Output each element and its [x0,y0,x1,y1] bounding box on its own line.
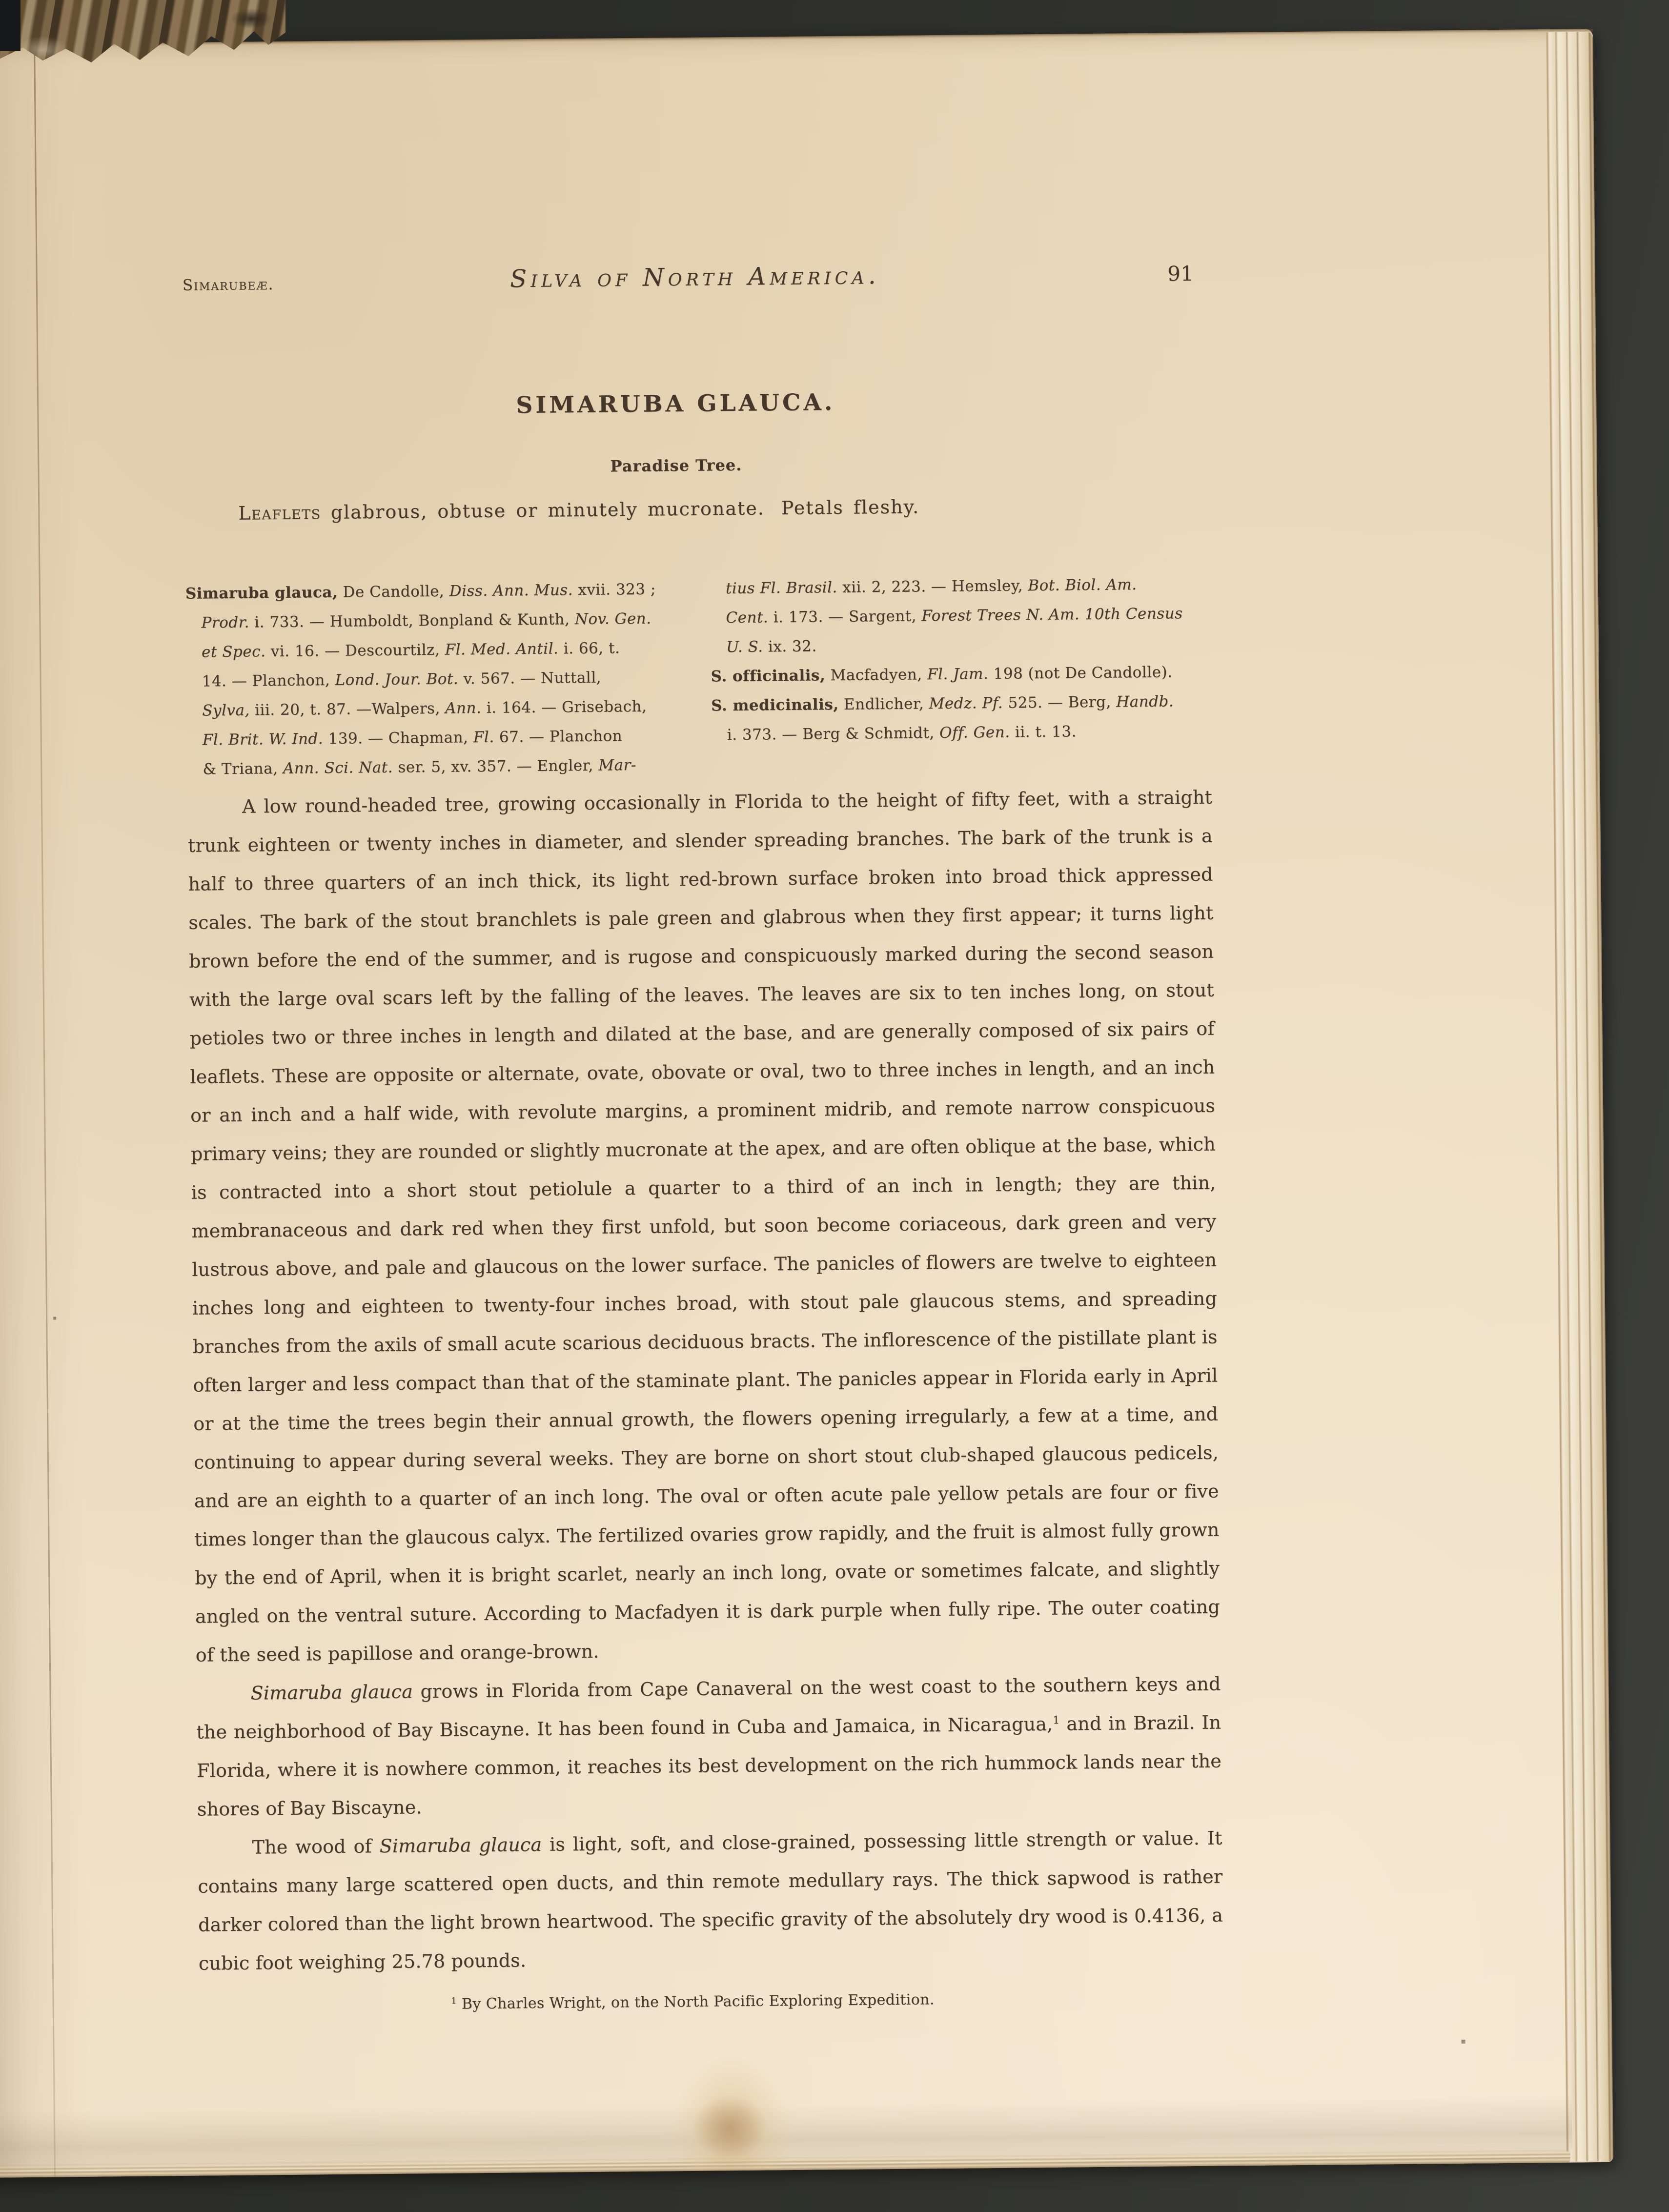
gutter-shading [0,43,93,2178]
text-segment: Diss. Ann. Mus. [449,581,573,600]
spine-shadow [0,0,20,51]
citation-line [711,686,1230,720]
text-segment: 1 [1053,1714,1060,1727]
synonymy-left-column [185,574,706,784]
text-segment: Cent. [726,609,769,627]
text-segment: et Spec. [201,643,266,661]
text-segment: i. 66, t. [558,639,620,658]
text-segment: Medz. Pf. [929,694,1003,713]
text-segment: Simaruba glauca, [185,583,338,603]
paper-stain [673,2057,791,2170]
text-segment: S. medicinalis, [711,695,839,715]
citation-line [186,691,705,726]
citation-line [187,721,706,755]
text-segment: i. 733. — Humboldt, Bonpland & Kunth, [249,610,575,631]
text-segment: Forest Trees N. Am. [921,606,1080,625]
text-segment: Mar- [598,756,636,774]
text-segment: Fl. Brit. W. Ind. [202,730,324,749]
text-segment: By Charles Wright, on the North Pacific Exploring Expedition. [456,1991,935,2013]
text-segment: Fl. Med. Antil. [445,640,559,659]
text-segment: Nov. Gen. [574,609,651,629]
synonymy-right-column [710,569,1230,750]
text-segment: i. 173. — Sargent, [768,607,922,627]
page-stack-fore-edge [1546,32,1613,2162]
text-segment: i. 164. — Grisebach, [481,697,647,717]
diagnosis-line [184,493,1209,525]
book-page [0,29,1613,2178]
citation-line [711,715,1230,750]
section-label: Simarubeæ. [182,276,274,294]
text-segment: Simaruba glauca [250,1681,413,1704]
text-segment: Off. Gen. [939,723,1010,742]
citation-line [711,628,1229,662]
text-segment: Simaruba glauca [379,1833,542,1857]
text-segment: Ann. Sci. Nat. [283,758,393,777]
running-title: Silva of North America. [509,261,880,293]
page-number: 91 [1167,261,1194,286]
citation-line [185,604,704,638]
text-segment: Endlicher, [838,695,929,713]
text-segment: Handb. [1116,692,1174,711]
text-segment: is light, soft, and close-grained, possessing little strength or value. It contains many large scattered open ducts, and thin remote medullary rays. The thick sapwood is rather darker colored than the light brown heartwood. The specific gravity of the absolutely dry wood is 0.4136, a cubic foot weighing 25.78 pounds. [198,1827,1223,1974]
text-segment: S. officinalis, [711,667,826,686]
text-segment: vi. 16. — Descourtilz, [265,641,445,661]
text-segment: 1 [451,1996,457,2006]
common-name: Paradise Tree. [610,455,742,476]
citation-line [710,598,1229,632]
text-segment: v. 567. — Nuttall, [458,669,602,688]
text-segment: xvii. 323 ; [572,580,656,599]
text-segment: The wood of [252,1835,380,1858]
text-segment: Macfadyen, [825,666,928,685]
species-title: SIMARUBA GLAUCA. [516,388,835,419]
citation-line [186,633,705,667]
text-segment: ser. 5, xv. 357. — Engler, [392,756,599,776]
text-segment: glabrous, obtuse or minutely mucronate. [321,497,765,524]
text-segment: A low round-headed tree, growing occasionally in Florida to the height of fifty feet, with a straight trunk eighteen or twenty inches in diameter, and slender spreading branches. The bark of the trunk is a half to three quarters of an inch thick, its light red-brown surface broken into broad thick appressed scales. The bark of the stout branchlets is pale green and glabrous when they first appear; it turns light brown before the end of the summer, and is rugose and conspicuously marked during the second season with the large oval scars left by the falling of the leaves. The leaves are six to ten inches long, on stout petioles two or three inches in length and dilated at the base, and are generally composed of six pairs of leaflets. These are opposite or alternate, ovate, obovate or oval, two to three inches in length, and an inch or an inch and a half wide, with revolute margins, a prominent midrib, and remote narrow conspicuous primary veins; they are rounded or slightly mucronate at the apex, and are often oblique at the base, which is contracted into a short stout petiolule a quarter to a third of an inch in length; they are thin, membranaceous and dark red when they first unfold, but soon become coriaceous, dark green and very lustrous above, and pale and glaucous on the lower surface. The panicles of flowers are twelve to eighteen inches long and eighteen to twenty-four inches broad, with stout pale glaucous stems, and spreading branches from the axils of small acute scarious deciduous bracts. The inflorescence of the pistillate plant is often larger and less compact than that of the staminate plant. The panicles appear in Florida early in April or at the time the trees begin their annual growth, the flowers opening irregularly, a few at a time, and continuing to appear during several weeks. They are borne on short stout club-shaped glaucous pedicels, and are an eighth to a quarter of an inch long. The oval or often acute pale yellow petals are four or five times longer than the glaucous calyx. The fertilized ovaries grow rapidly, and the fruit is almost fully grown by the end of April, when it is bright scarlet, nearly an inch long, ovate or sometimes falcate, and slightly angled on the ventral suture. According to Macfadyen it is dark purple when fully ripe. The outer coating of the seed is papillose and orange-brown. [187,786,1221,1666]
text-segment: Lond. Jour. Bot. [335,670,459,689]
citation-line [710,569,1229,603]
text-segment: Sylva, [202,701,250,720]
citation-line [185,574,704,609]
text-segment: and in Brazil. In Florida, where it is nowhere common, it reaches its best development on the rich hummock lands near the shores of Bay Biscayne. [196,1711,1222,1820]
text-segment: 198 (not De Candolle). [988,663,1173,683]
paragraph-description [187,778,1221,1675]
running-header [183,258,1207,296]
text-segment: Leaflets [238,502,321,524]
text-segment: De Candolle, [338,582,449,601]
text-segment: i. 373. — Berg & Schmidt, [727,724,940,744]
text-segment: 525. — Berg, [1002,693,1117,712]
text-segment: 10th Census [1079,605,1183,624]
citation-line [186,662,705,696]
text-segment: Bot. Biol. Am. [1028,576,1137,595]
text-segment: ii. t. 13. [1010,723,1077,741]
paragraph-range [196,1665,1222,1829]
citation-line [711,657,1229,691]
text-segment: 14. — Planchon, [202,671,335,690]
text-segment: Fl. [473,728,494,747]
text-segment: & Triana, [203,759,284,778]
text-segment: U. S. [726,638,763,656]
citation-line [187,750,706,784]
body-text [187,778,1224,2018]
text-segment: 139. — Chapman, [323,729,473,748]
text-segment: Petals fleshy. [781,496,920,519]
paragraph-wood [197,1819,1223,1983]
text-segment: xii. 2, 223. — Hemsley, [837,577,1028,596]
text-segment: iii. 20, t. 87. —Walpers, [249,699,446,719]
text-segment: Fl. Jam. [927,665,989,684]
text-segment: Prodr. [201,613,250,632]
text-segment: ix. 32. [763,637,817,656]
text-segment: grows in Florida from Cape Canaveral on the west coast to the southern keys and the neighborhood of Bay Biscayne. It has been found in Cuba and Jamaica, in Nicaragua, [196,1673,1221,1743]
text-segment: Ann. [445,699,482,717]
text-segment: tius Fl. Brasil. [725,578,837,598]
text-segment: 67. — Planchon [494,727,623,746]
footnote [180,1986,1205,2018]
